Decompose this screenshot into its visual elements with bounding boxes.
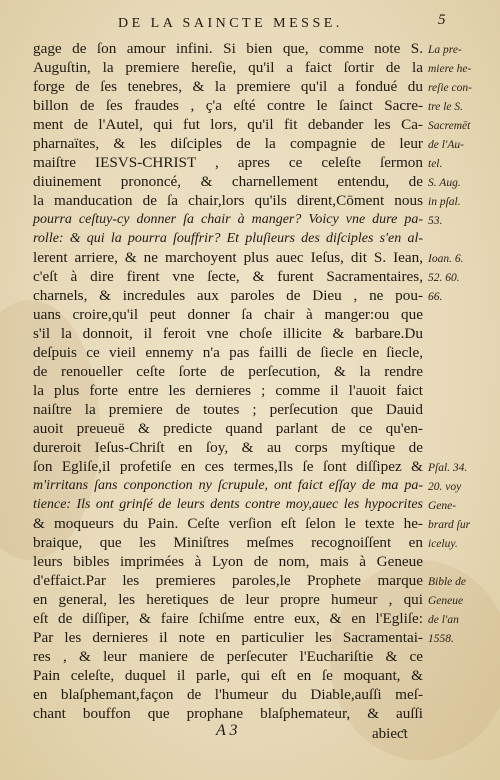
text-line: eſt de diſſiper, & faire ſchiſme entre eux, & en l'Egliſe: [33,610,423,627]
text-line: auoit preueuë & predicte quand parlant de ce qu'en- [33,420,423,437]
text-line: tience: Ils ont grinſé de leurs dents contre moy,auec les hypocrites [33,497,423,512]
text-line: deſpuis ce vieil ennemy n'a pas failli de ſiecle en ſiecle, [33,344,423,361]
margin-note: 66. [428,291,443,303]
text-line: d'effaict.Par les premieres paroles,le Prophete marque [33,572,423,589]
margin-note: Geneue [428,595,464,607]
margin-note: 1558. [428,633,454,645]
signature-mark: A 3 [216,722,238,739]
margin-note: Pſal. 34. [428,462,468,474]
text-line: & moqueurs du Pain. Ceſte verſion eſt ſelon le texte he- [33,515,423,532]
text-line: forge de ſes tenebres, & la premiere qu'il a fondué du [33,78,423,95]
margin-note: in pſal. [428,196,461,208]
margin-note: de l'an [428,614,459,626]
text-line: uans croire,qu'il peut donner ſa chair à manger:ou que [33,306,423,323]
text-line: maiſtre IESVS-CHRIST , apres ce celeſte ſermon [33,154,423,171]
text-line: pharnaïtes, & les diſciples de la compagnie de leur [33,135,423,152]
margin-note: tre le S. [428,101,464,113]
text-line: braique, que les Miniſtres meſmes recognoiſſent en [33,534,423,551]
page-number: 5 [438,12,446,28]
margin-note: Gene- [428,500,457,512]
margin-note: reſie con- [428,82,472,94]
page-header [0,12,500,36]
text-line: leurs bibles imprimées à Lyon de nom, mais à Geneue [33,553,423,570]
text-line: m'irritans ſans conponction ny ſcrupule, ont faict eſſay de ma pa- [33,478,423,493]
text-line: chant bouffon que prophane blaſphemateur, & auſſi [33,705,423,722]
text-line: Pain celeſte, duquel il parle, qui eſt en ſe moquant, & [33,667,423,684]
text-line: en general, les heretiques de leur propre humeur , qui [33,591,423,608]
margin-note: brard ſur [428,519,471,531]
text-line: naiſtre la premiere de toutes ; perſecution que Dauid [33,401,423,418]
margin-note: de l'Au- [428,139,464,151]
text-line: pourra ceſtuy-cy donner ſa chair à manger? Voicy vne dure pa- [33,212,423,227]
margin-note: S. Aug. [428,177,461,189]
text-line: res , & leur maniere de perſecuter l'Euchariſtie & ce [33,648,423,665]
page-footer [0,722,500,752]
text-line: ment de l'Autel, qui fut lors, qu'il fit debander les Ca- [33,116,423,133]
running-head: DE LA SAINCTE MESSE. [118,16,343,31]
catchword: abieƈt [372,726,408,742]
margin-note: La pre- [428,44,462,56]
margin-note: Bible de [428,576,466,588]
text-line: Par les dernieres il note en particulier les Sacramentai- [33,629,423,646]
margin-note: miere he- [428,63,472,75]
margin-note: 20. voy [428,481,462,493]
margin-note: Ioan. 6. [428,253,464,265]
text-line: dureroit Ieſus-Chriſt en ſoy, & au corps myſtique de [33,439,423,456]
text-line: billon de ſes fraudes , ç'a eſté contre le ſainct Sacre- [33,97,423,114]
text-line: lerent arriere, & ne marchoyent plus auec Ieſus, dit S. Iean, [33,249,423,266]
text-line: la manducation de ſa chair,lors qu'ils dirent,Cōment nous [33,192,423,209]
text-line: rolle: & qui la pourra ſouffrir? Et pluſieurs des diſciples s'en al- [33,231,423,246]
margin-note: Sacremēt [428,120,471,132]
margin-note: 52. 60. [428,272,460,284]
text-line: en blaſphemant,façon de l'humeur du Diable,auſſi meſ- [33,686,423,703]
margin-note: iceluy. [428,538,458,550]
text-line: ſon Egliſe,il profetiſe en ces termes,Ils ſe ſont diſſipez & [33,458,423,475]
text-line: charnels, & incredules aux paroles de Dieu , ne pou- [33,287,423,304]
text-line: c'eſt à dire firent vne ſecte, & furent Sacramentaires, [33,268,423,285]
text-line: la plus forte entre les dernieres ; comme il l'auoit faict [33,382,423,399]
text-line: gage de ſon amour infini. Si bien que, comme note S. [33,40,423,57]
text-line: diuinement prononcé, & charnellement entendu, de [33,173,423,190]
margin-note: 53. [428,215,443,227]
text-line: s'il la donnoit, il feroit vne choſe illicite & barbare.Du [33,325,423,342]
text-line: de renoueller ceſte ſorte de perſecution, & la rendre [33,363,423,380]
margin-note: tel. [428,158,443,170]
text-line: Auguſtin, la premiere hereſie, qu'il a faict ſortir de la [33,59,423,76]
